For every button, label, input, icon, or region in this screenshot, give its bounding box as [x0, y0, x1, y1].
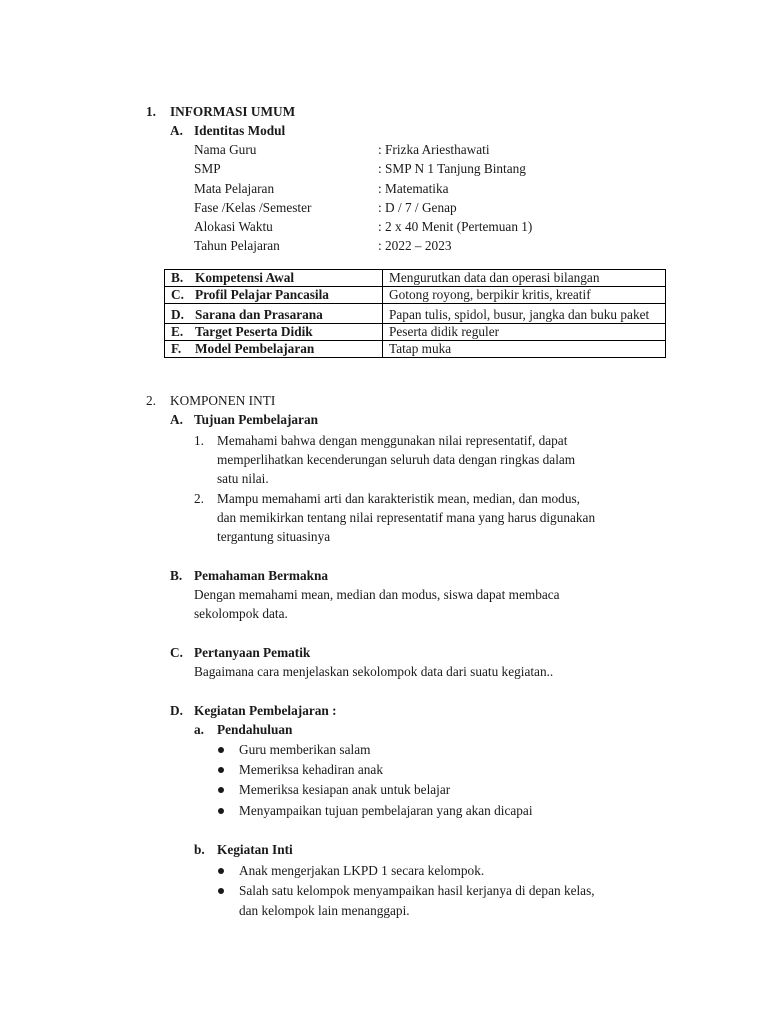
- table-key-number: D.: [171, 307, 184, 322]
- subsection-1a-title: Identitas Modul: [194, 123, 286, 138]
- table-value-cell: Gotong royong, berpikir kritis, kreatif: [383, 287, 666, 304]
- table-key-number: F.: [171, 341, 182, 356]
- pemahaman-line: Dengan memahami mean, median dan modus, siswa dapat membaca: [194, 587, 560, 602]
- identitas-value: : 2 x 40 Menit (Pertemuan 1): [378, 219, 533, 234]
- table-row: [165, 341, 666, 358]
- table-value-cell: Peserta didik reguler: [383, 324, 666, 341]
- bullet-icon: [218, 787, 224, 793]
- pendahuluan-title: Pendahuluan: [217, 722, 293, 737]
- table-key-number: E.: [171, 324, 184, 339]
- tujuan-item-line: Memahami bahwa dengan menggunakan nilai representatif, dapat: [217, 433, 568, 448]
- inti-number: b.: [194, 842, 205, 857]
- identitas-label: Nama Guru: [194, 142, 257, 157]
- table-key-label: Sarana dan Prasarana: [195, 307, 323, 322]
- tujuan-item-line: memperlihatkan kecenderungan seluruh data dengan ringkas dalam: [217, 452, 576, 467]
- list-item: Memeriksa kesiapan anak untuk belajar: [239, 782, 451, 797]
- pemahaman-title: Pemahaman Bermakna: [194, 568, 329, 583]
- table-key-label: Profil Pelajar Pancasila: [195, 287, 329, 302]
- bullet-icon: [218, 747, 224, 753]
- table-key-label: Kompetensi Awal: [195, 270, 295, 285]
- subsection-1a-number: A.: [170, 123, 183, 138]
- table-key-number: C.: [171, 287, 184, 302]
- section-1-title: INFORMASI UMUM: [170, 104, 296, 119]
- identitas-value: : SMP N 1 Tanjung Bintang: [378, 161, 526, 176]
- pertanyaan-line: Bagaimana cara menjelaskan sekolompok data dari suatu kegiatan..: [194, 664, 554, 679]
- table-key-label: Target Peserta Didik: [195, 324, 313, 339]
- identitas-label: Alokasi Waktu: [194, 219, 273, 234]
- table-value-cell: Papan tulis, spidol, busur, jangka dan buku paket: [383, 304, 666, 324]
- tujuan-item-number: 2.: [194, 491, 204, 506]
- section-2-title: KOMPONEN INTI: [170, 393, 276, 408]
- tujuan-item-line: Mampu memahami arti dan karakteristik mean, median, dan modus,: [217, 491, 580, 506]
- kegiatan-number: D.: [170, 703, 183, 718]
- bullet-icon: [218, 888, 224, 894]
- list-item: Anak mengerjakan LKPD 1 secara kelompok.: [239, 863, 485, 878]
- bullet-icon: [218, 868, 224, 874]
- list-item: Memeriksa kehadiran anak: [239, 762, 383, 777]
- identitas-label: Tahun Pelajaran: [194, 238, 280, 253]
- tujuan-item-line: tergantung situasinya: [217, 529, 331, 544]
- pemahaman-line: sekolompok data.: [194, 606, 288, 621]
- pertanyaan-number: C.: [170, 645, 183, 660]
- identitas-value: : D / 7 / Genap: [378, 200, 457, 215]
- table-key-cell: [165, 341, 383, 358]
- table-key-label: Model Pembelajaran: [195, 341, 315, 356]
- tujuan-number: A.: [170, 412, 183, 427]
- list-item: Guru memberikan salam: [239, 742, 371, 757]
- table-key-cell: [165, 270, 383, 287]
- identitas-value: : Matematika: [378, 181, 449, 196]
- inti-title: Kegiatan Inti: [217, 842, 293, 857]
- section-1-number: 1.: [146, 104, 156, 119]
- table-row: [165, 287, 666, 304]
- list-item: Menyampaikan tujuan pembelajaran yang akan dicapai: [239, 803, 533, 818]
- table-value-cell: Mengurutkan data dan operasi bilangan: [383, 270, 666, 287]
- list-item: Salah satu kelompok menyampaikan hasil kerjanya di depan kelas,: [239, 883, 595, 898]
- table-key-cell: [165, 287, 383, 304]
- pemahaman-number: B.: [170, 568, 183, 583]
- identitas-value: : Frizka Ariesthawati: [378, 142, 490, 157]
- bullet-icon: [218, 808, 224, 814]
- kegiatan-title: Kegiatan Pembelajaran :: [194, 703, 337, 718]
- identitas-value: : 2022 – 2023: [378, 238, 452, 253]
- table-key-cell: [165, 324, 383, 341]
- table-key-cell: [165, 304, 383, 324]
- identitas-label: Mata Pelajaran: [194, 181, 275, 196]
- bullet-icon: [218, 767, 224, 773]
- tujuan-item-number: 1.: [194, 433, 204, 448]
- table-row: [165, 324, 666, 341]
- table-value-cell: Tatap muka: [383, 341, 666, 358]
- tujuan-item-line: satu nilai.: [217, 471, 269, 486]
- section-2-number: 2.: [146, 393, 156, 408]
- pendahuluan-number: a.: [194, 722, 204, 737]
- table-key-number: B.: [171, 270, 184, 285]
- table-row: [165, 304, 666, 324]
- identitas-label: Fase /Kelas /Semester: [194, 200, 312, 215]
- list-item-continuation: dan kelompok lain menanggapi.: [239, 903, 410, 918]
- identitas-label: SMP: [194, 161, 221, 176]
- table-row: [165, 270, 666, 287]
- pertanyaan-title: Pertanyaan Pematik: [194, 645, 311, 660]
- info-table: [164, 269, 666, 358]
- tujuan-item-line: dan memikirkan tentang nilai representatif mana yang harus digunakan: [217, 510, 596, 525]
- tujuan-title: Tujuan Pembelajaran: [194, 412, 318, 427]
